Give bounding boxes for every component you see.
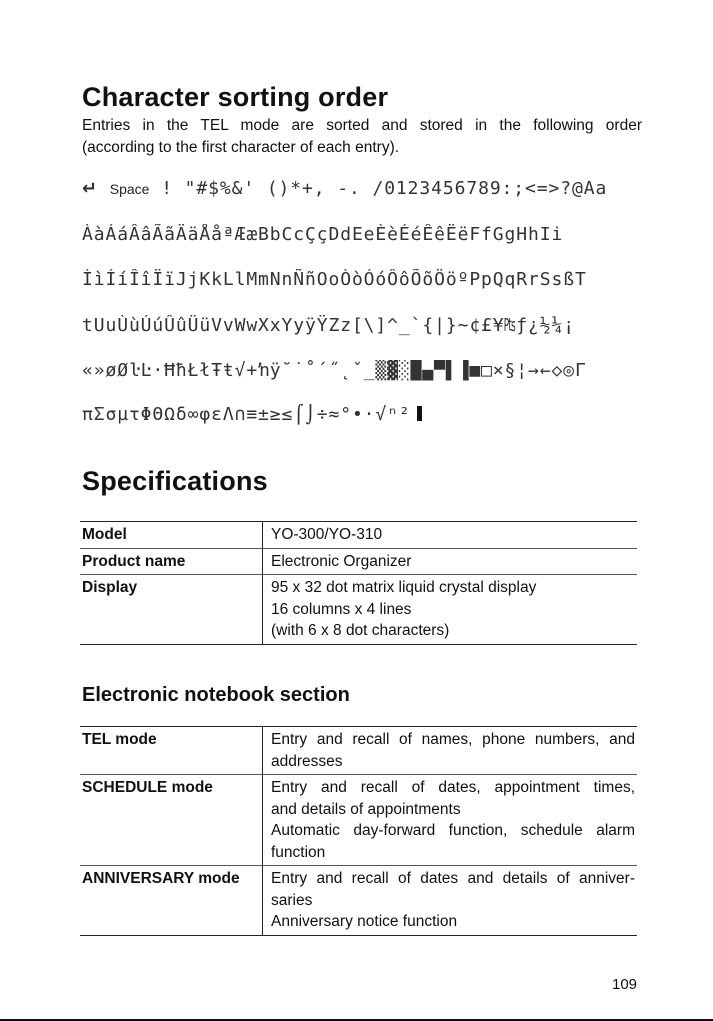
char-sequence: ÀàÁáÂâÃãÄäÅåªÆæBbCcÇçDdEeÈèÉéÊêËëFfGgHhIi bbox=[82, 224, 564, 245]
table-row bbox=[80, 522, 637, 549]
specifications-title: Specifications bbox=[82, 466, 268, 496]
table-row bbox=[80, 866, 637, 936]
spec-value-line: and details of appointments bbox=[271, 800, 461, 818]
char-row bbox=[82, 269, 642, 290]
spec-value-line: addresses bbox=[271, 752, 343, 770]
table-row bbox=[80, 548, 637, 575]
spec-value-line: (with 6 x 8 dot characters) bbox=[271, 622, 450, 639]
spec-key: SCHEDULE mode bbox=[80, 775, 263, 866]
char-sequence: tUuÙùÚúÛûÜüVvWwXxYyÿŸZz[\]^_`{|}~¢£¥₧ƒ¿½¼¡ bbox=[82, 315, 575, 336]
spec-value bbox=[263, 727, 638, 775]
spec-value-line: saries bbox=[271, 891, 313, 909]
spec-value-line: 95 x 32 dot matrix liquid crystal display bbox=[271, 579, 537, 596]
spec-key: Display bbox=[80, 575, 263, 645]
spec-value-line: function bbox=[271, 843, 326, 861]
spec-value-line: Entry and recall of dates and details of anniver- bbox=[271, 870, 635, 887]
table-row bbox=[80, 575, 637, 645]
notebook-table bbox=[80, 726, 637, 936]
spec-value bbox=[263, 775, 638, 866]
spec-value-line: Anniversary notice function bbox=[271, 913, 458, 930]
table-row bbox=[80, 727, 637, 775]
char-sequence: ÌìÍíÎîÏïJjKkLlMmNnÑñOoÒòÓóÔôÕõÖöºPpQqRrSsßT bbox=[82, 269, 587, 290]
spec-value bbox=[263, 548, 638, 575]
char-sequence: ! "#$%&' ()*+, -. /0123456789:;<=>?@Aa bbox=[161, 178, 608, 199]
spec-key: Model bbox=[80, 522, 263, 549]
char-sequence: πΣσµτΦΘΩδ∞φεΛ∩≡±≥≤⌠⌡÷≈°•·√ⁿ² bbox=[82, 404, 411, 425]
char-row bbox=[82, 404, 642, 425]
spec-key: ANNIVERSARY mode bbox=[80, 866, 263, 936]
char-sequence: «»øØŀĿ·ĦħŁłŦŧ√+ŉÿ˘˙˚´˝˛ˇ_▒▓░█▄▀▌▐■□×§¦→←◇◎Γ bbox=[82, 360, 587, 381]
spec-value-line: YO-300/YO-310 bbox=[271, 526, 383, 543]
return-icon: ↵ bbox=[82, 178, 98, 199]
spec-value-line: 16 columns x 4 lines bbox=[271, 600, 412, 618]
spec-value-line: Electronic Organizer bbox=[271, 552, 412, 570]
char-row bbox=[82, 360, 642, 381]
intro-line: (according to the first character of each entry). bbox=[82, 139, 400, 156]
cursor-block-icon bbox=[417, 406, 422, 421]
spec-value-line: Automatic day-forward function, schedule alarm bbox=[271, 822, 635, 839]
space-label: Space bbox=[109, 181, 150, 197]
spec-value bbox=[263, 522, 638, 549]
char-row bbox=[82, 178, 642, 199]
spec-value-line: Entry and recall of names, phone numbers, and bbox=[271, 731, 635, 748]
spec-value bbox=[263, 575, 638, 645]
char-row bbox=[82, 315, 642, 336]
table-row bbox=[80, 775, 637, 866]
intro-paragraph bbox=[82, 115, 642, 159]
spec-key: Product name bbox=[80, 548, 263, 575]
spec-value bbox=[263, 866, 638, 936]
page-title: Character sorting order bbox=[82, 82, 389, 112]
page-number: 109 bbox=[612, 976, 638, 993]
specifications-table bbox=[80, 521, 637, 645]
spec-key: TEL mode bbox=[80, 727, 263, 775]
notebook-section-title: Electronic notebook section bbox=[82, 684, 350, 706]
spec-value-line: Entry and recall of dates, appointment times, bbox=[271, 779, 635, 796]
intro-line: Entries in the TEL mode are sorted and stored in the following order bbox=[82, 117, 642, 134]
char-row bbox=[82, 224, 642, 245]
